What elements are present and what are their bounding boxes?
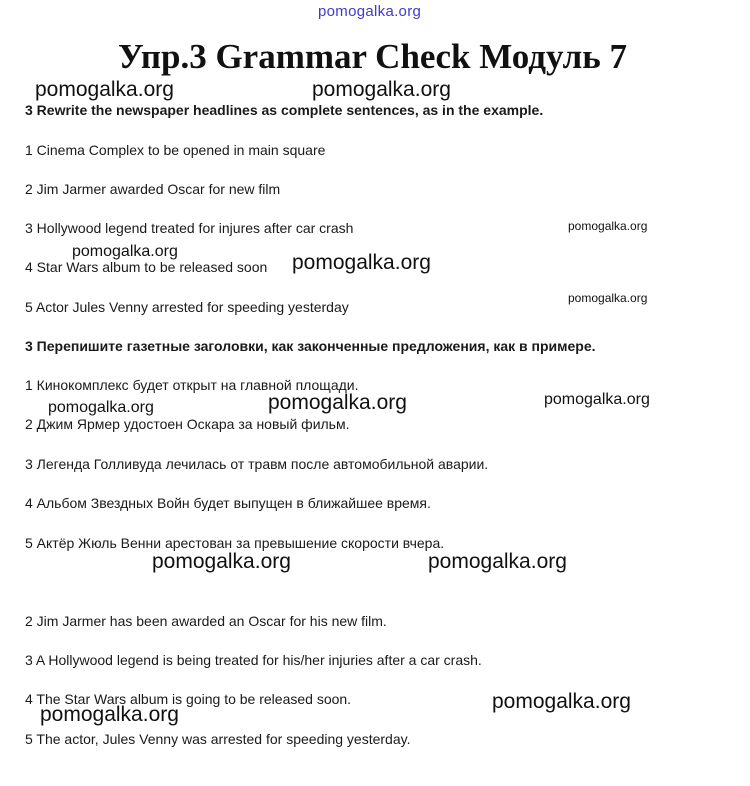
- task-ru-item: 4 Альбом Звездных Войн будет выпущен в ближайшее время.: [25, 495, 431, 511]
- watermark: pomogalka.org: [492, 690, 631, 713]
- top-watermark: pomogalka.org: [318, 3, 422, 20]
- watermark: pomogalka.org: [152, 550, 291, 573]
- watermark: pomogalka.org: [35, 78, 174, 101]
- watermark: pomogalka.org: [544, 391, 650, 408]
- watermark: pomogalka.org: [568, 291, 648, 305]
- task-en-item: 3 Hollywood legend treated for injures after car crash: [25, 220, 354, 236]
- answer-item: 2 Jim Jarmer has been awarded an Oscar for his new film.: [25, 613, 387, 629]
- watermark: pomogalka.org: [268, 391, 407, 414]
- task-en-item: 4 Star Wars album to be released soon: [25, 259, 268, 275]
- watermark: pomogalka.org: [40, 703, 179, 726]
- task-ru-item: 2 Джим Ярмер удостоен Оскара за новый фильм.: [25, 416, 350, 432]
- task-ru-heading: 3 Перепишите газетные заголовки, как законченные предложения, как в примере.: [25, 338, 596, 354]
- task-en-item: 5 Actor Jules Venny arrested for speeding yesterday: [25, 299, 349, 315]
- task-ru-item: 1 Кинокомплекс будет открыт на главной площади.: [25, 377, 359, 393]
- task-en-heading: 3 Rewrite the newspaper headlines as complete sentences, as in the example.: [25, 102, 544, 118]
- task-ru-item: 5 Актёр Жюль Венни арестован за превышение скорости вчера.: [25, 535, 445, 551]
- answer-item: 4 The Star Wars album is going to be released soon.: [25, 691, 352, 707]
- answer-item: 5 The actor, Jules Venny was arrested for speeding yesterday.: [25, 731, 411, 747]
- watermark: pomogalka.org: [428, 550, 567, 573]
- answer-item: 3 A Hollywood legend is being treated for his/her injuries after a car crash.: [25, 652, 482, 668]
- page-title: Упр.3 Grammar Check Модуль 7: [118, 37, 627, 76]
- watermark: pomogalka.org: [292, 251, 431, 274]
- watermark: pomogalka.org: [568, 219, 648, 233]
- watermark: pomogalka.org: [48, 399, 154, 416]
- watermark: pomogalka.org: [312, 78, 451, 101]
- task-en-item: 1 Cinema Complex to be opened in main square: [25, 142, 326, 158]
- watermark: pomogalka.org: [72, 243, 178, 260]
- task-en-item: 2 Jim Jarmer awarded Oscar for new film: [25, 181, 281, 197]
- task-ru-item: 3 Легенда Голливуда лечилась от травм после автомобильной аварии.: [25, 456, 489, 472]
